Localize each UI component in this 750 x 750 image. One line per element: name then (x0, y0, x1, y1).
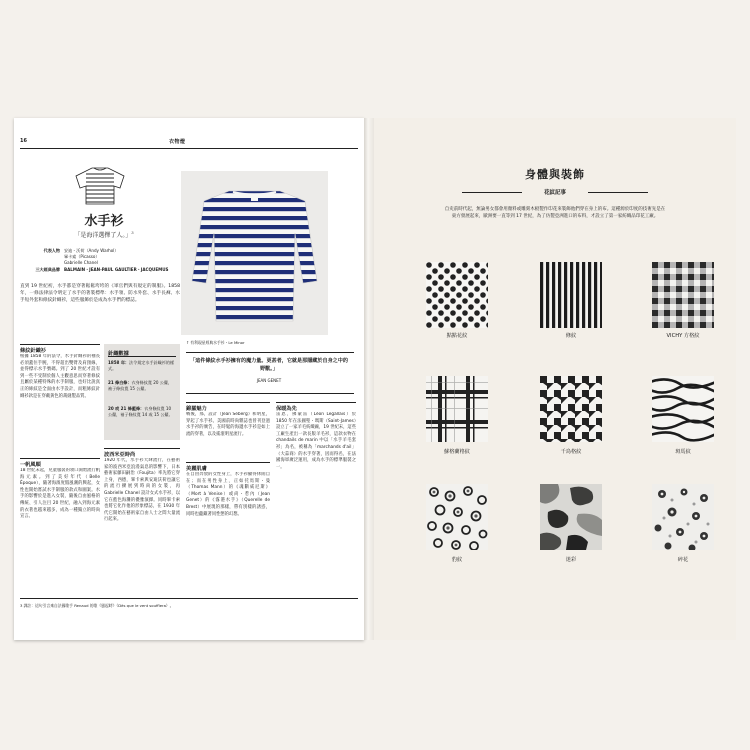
brand-value: BALMAIN・JEAN-PAUL GAULTIER・JACQUEMUS (64, 267, 169, 272)
chapter-subtitle: 花紋記事 (543, 190, 566, 196)
striped-shirt-icon (74, 166, 126, 206)
quote-rule-bottom (186, 393, 354, 394)
page-number: 16 (20, 138, 27, 144)
knit-data-box (104, 344, 180, 440)
box-title: 針織數據 (108, 351, 129, 357)
section-text: 1920 年代，水手衫大肆流行，在藝術家的波西米亞浪漫氣息的影響下，日本藝術家藤田嗣治（Foujita）率先將它穿上身，西德，畢卡索與安迪沃荷也讓它的流行擴展到時尚的女裝，再 Gabrielle Chanel 設計女式水手衫，以它在藍色海灘的優雅演繹。同時畢卡索也將它化作他的形象標誌，在 1930 年代它開始在藝術家自由人士之間大量流行起來。 (104, 458, 180, 523)
brand-label: 三大經典品牌 (35, 267, 60, 272)
pattern-label: VICHY 方格紋 (666, 333, 700, 339)
subtitle-rule-right (588, 192, 648, 193)
box-item (108, 380, 176, 392)
section-text: 雷恩、佛蒙雷（Léon Legallais）於 1850 年在法國聖・瑪斯（Saint-James）設立了一家羊毛紡織廠，19 世紀末，這些工廠生產出一款長版羊毛衫，這款衣物在 chandails de marin 中以「水手羊毛套衫」為名，被稱為「marchands d'ail」（大蒜商）的水手穿著，因而得名，在法國海軍廣泛運用，成為水手的標準服裝之一。 (276, 412, 356, 470)
stripes-pattern-icon (540, 262, 602, 328)
header-rule (20, 148, 358, 149)
article-subtitle (54, 230, 154, 239)
section-title: 波西米亞時尚 (104, 448, 180, 458)
box-item-bold: 1858 年： (108, 360, 130, 365)
box-item-bold: 21 條白條： (108, 380, 132, 385)
section-text: 在自由奔放的女性身上，水手衫顯得休閒自在；而在男性身上，正如托馬斯・曼（Thomas Mann）的《魂斷威尼斯》（Mort à Venise）或尚・惹內（Jean Genet）的《霧港水手》（Querelle de Brest）中展現的那樣，帶有別樣的誘惑，同時也蘊藏著同性戀的幻想。 (186, 472, 270, 517)
section-title: 錦羅魅力 (186, 402, 270, 412)
left-page (14, 118, 364, 640)
section-text: 18 世紀末起，兒童服裝的領口開始流行帆海元素。到了美好年代（Belle Époque），隨著海濱度假風潮的興起，女性也開始嘗試水手制服的款式和圖案。水手的影響於是進入女裝，隨後自由風格的傳統、引人注目 20 世紀，融入到海元素的衣著也越來越多，成為一種獨立的時尚宣言。 (20, 468, 100, 520)
chapter-intro: 自史前時代起，無論男女都會用顏料或雕刻木板製作印花來裝飾他們穿在身上的布。這種源於印度的技術先是在東方發展起來，歐洲要一直等到 17 世紀，為了仿製亞洲進口的布料，才設立了第一家紡織品印花工廠。 (444, 207, 666, 220)
pattern-label: 豹紋 (451, 557, 463, 563)
subtitle-rule-left (462, 192, 522, 193)
box-item (108, 360, 176, 372)
box-item-text: 法令規定水手針織衫的樣式。 (108, 360, 175, 372)
rep-label: 代表人物 (43, 248, 60, 253)
rep-line: 安迪・沃荷（Andy Warhol） (64, 248, 119, 253)
footnote: 3 譯註：這句引言來自法國歌手 Renaud 的歌《風起時》（Dès que le vent soufflera）。 (20, 603, 174, 608)
pull-quote: 「這件條紋水手衫擁有的魔力量。更甚者，它就是那隱藏於自身之中的野獸。」 (190, 358, 348, 372)
box-item (108, 406, 176, 418)
quote-author: JEAN GENET (256, 378, 282, 383)
section-title: 條紋針織衫 (20, 344, 100, 354)
article-title: 水手衫 (84, 214, 124, 229)
right-page (374, 118, 736, 640)
column-1 (20, 344, 100, 580)
subtitle-note: 3 (131, 231, 134, 235)
pattern-label: 點點花紋 (446, 333, 468, 339)
pattern-label: 斑馬紋 (675, 449, 691, 455)
section-title: 保暖為先 (276, 402, 356, 412)
section-text: 根據 1858 年的法令，水手針織衫的袖長必須蓋住手腕，不得超出雙臂及肩頸線，並得標示水手號碼。到了 20 世紀才設有到一些不受制於個人主觀意思而穿著條紋且屬於某種特殊的水手制服，也好比說真正的條紋是全面由水手設計，而粗條紋針織衫款是在穿戴黃色的裁縫製品質。 (20, 354, 100, 399)
chapter-title: 身體與裝飾 (525, 168, 585, 181)
section-text: 戰後，那，設計（Jean Seberg）和明星，穿起了水手衫。美國前時尚雜誌也曾刊登過水手衫的廣告，在時髦的海邊水手衫是如上流的穿著，以及搖滾明星流行。 (186, 412, 270, 437)
floral-pattern-icon (652, 484, 714, 550)
box-item-text: 衣身條紋寬 20 公釐，袖子條紋寬 15 公釐。 (108, 380, 173, 392)
pattern-label: 蘇格蘭格紋 (444, 449, 470, 455)
column-3 (186, 402, 270, 584)
footnote-rule (20, 598, 358, 599)
section-title: 一帆風順 (20, 458, 100, 468)
rep-line: 畢卡索（Picasso） (64, 254, 100, 260)
running-header: 衣物燈 (169, 139, 186, 145)
zebra-pattern-icon (652, 376, 714, 442)
subtitle-text: 「是海洋選擇了人。」 (74, 232, 132, 239)
pattern-label: 千鳥格紋 (560, 449, 582, 455)
section-title: 美麗肌膚 (186, 462, 270, 472)
leopard-pattern-icon (426, 484, 488, 550)
box-rule (108, 356, 176, 357)
rep-line: Gabrielle Chanel (64, 260, 98, 266)
camouflage-pattern-icon (540, 484, 602, 550)
striped-shirt-photo-icon (181, 171, 328, 335)
rep-list (64, 248, 119, 267)
column-2 (104, 448, 180, 578)
shirt-photo (181, 171, 328, 335)
intro-paragraph: 直到 19 世紀初，水手都是穿著鬆鬆垮垮的《軍官們與有規定的制服》。1858 年，一條法律法令明定了水手的著裝標準：水手領、防水外套、水手長褲、水手短外套和條紋針織衫，這些服飾於是成為水手們的標誌。 (20, 284, 180, 303)
box-item-bold: 20 或 21 條藍條： (108, 406, 145, 411)
photo-caption: ↑ 有利現星經典水手衫・Le Minor (186, 340, 245, 345)
column-4 (276, 402, 356, 546)
houndstooth-pattern-icon (540, 376, 602, 442)
quote-rule-top (186, 352, 354, 353)
tartan-pattern-icon (426, 376, 488, 442)
box-item-text: 衣身條紋寬 10 公釐，袖子條紋寬 14 或 15 公釐。 (108, 406, 173, 418)
polka-dot-pattern-icon (426, 262, 488, 328)
pattern-label: 條紋 (565, 333, 577, 339)
spine-gutter (364, 118, 374, 640)
gingham-pattern-icon (652, 262, 714, 328)
pattern-label: 迷彩 (565, 557, 577, 563)
pattern-label: 碎花 (677, 557, 689, 563)
